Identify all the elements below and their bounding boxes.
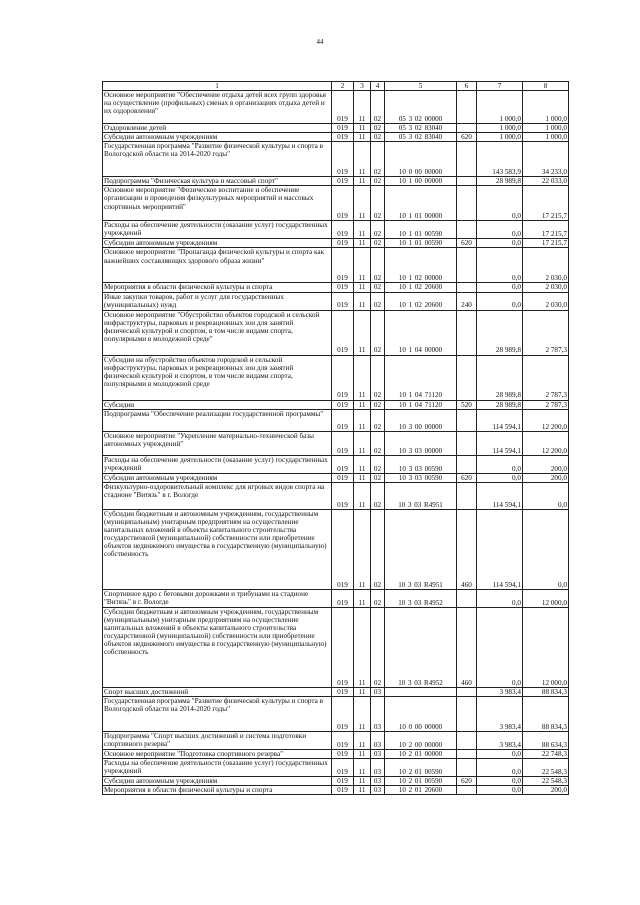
row-target-code: 10 3 03 R4951: [385, 509, 457, 589]
row-amount-1: 1 000,0: [477, 124, 523, 133]
row-admin-code: 019: [332, 221, 354, 239]
row-section-code: 11: [354, 731, 371, 749]
row-target-code: 10 2 01 00000: [385, 749, 457, 758]
row-amount-1: 0,0: [477, 758, 523, 776]
header-cell: 1: [103, 82, 332, 91]
row-name: Основное мероприятие "Укрепление материально-технической базы автономных учреждений": [103, 431, 332, 455]
row-amount-2: 200,0: [523, 473, 569, 482]
row-amount-2: 88 834,3: [523, 687, 569, 696]
row-target-code: 10 2 00 00000: [385, 731, 457, 749]
row-admin-code: 019: [332, 758, 354, 776]
row-amount-1: 114 594,1: [477, 509, 523, 589]
row-target-code: 10 0 00 00000: [385, 696, 457, 731]
row-admin-code: 019: [332, 509, 354, 589]
row-admin-code: 019: [332, 124, 354, 133]
row-subsection-code: 03: [371, 749, 385, 758]
row-admin-code: 019: [332, 589, 354, 607]
row-section-code: 11: [354, 786, 371, 795]
row-amount-1: 114 594,1: [477, 409, 523, 431]
row-expense-type: [457, 482, 477, 509]
row-subsection-code: 03: [371, 786, 385, 795]
row-amount-1: 3 983,4: [477, 696, 523, 731]
row-admin-code: 019: [332, 142, 354, 177]
header-cell: 3: [354, 82, 371, 91]
row-target-code: 10 1 04 00000: [385, 310, 457, 355]
row-name: Спорт высших достижений: [103, 687, 332, 696]
row-amount-2: 88 834,3: [523, 696, 569, 731]
table-row: [103, 473, 569, 482]
row-admin-code: 019: [332, 133, 354, 142]
row-expense-type: [457, 786, 477, 795]
row-subsection-code: 02: [371, 400, 385, 409]
row-amount-2: 17 215,7: [523, 239, 569, 248]
row-target-code: 10 3 03 R4952: [385, 607, 457, 687]
row-expense-type: [457, 186, 477, 221]
row-name: Подпрограмма "Физическая культура и массовый спорт": [103, 177, 332, 186]
row-subsection-code: 02: [371, 473, 385, 482]
row-amount-1: 28 989,8: [477, 177, 523, 186]
row-section-code: 11: [354, 239, 371, 248]
row-section-code: 11: [354, 221, 371, 239]
budget-table: [102, 81, 569, 795]
row-amount-2: 1 000,0: [523, 91, 569, 124]
row-expense-type: [457, 731, 477, 749]
row-expense-type: [457, 749, 477, 758]
table-row: [103, 310, 569, 355]
row-admin-code: 019: [332, 310, 354, 355]
row-target-code: [385, 687, 457, 696]
row-amount-2: 12 200,0: [523, 409, 569, 431]
row-target-code: 10 2 01 20600: [385, 786, 457, 795]
row-amount-1: 1 000,0: [477, 133, 523, 142]
row-name: Иные закупки товаров, работ и услуг для государственных (муниципальных) нужд: [103, 292, 332, 310]
row-subsection-code: 02: [371, 186, 385, 221]
row-amount-1: 28 989,8: [477, 400, 523, 409]
row-admin-code: 019: [332, 283, 354, 292]
row-admin-code: 019: [332, 607, 354, 687]
row-subsection-code: 03: [371, 776, 385, 785]
row-amount-2: 22 033,0: [523, 177, 569, 186]
table-row: [103, 239, 569, 248]
page-number: 44: [316, 38, 324, 46]
row-name: Субсидии бюджетным и автономным учреждениям, государственным (муниципальным) унитарным предприятиям на осуществление капитальных вложений в объекты капитального строительства государственной (муниципальной) собственности или приобретение объектов недвижимого имущества в государственную (муниципальную) собственность: [103, 607, 332, 687]
row-admin-code: 019: [332, 473, 354, 482]
row-amount-2: 2 030,0: [523, 283, 569, 292]
row-section-code: 11: [354, 283, 371, 292]
row-admin-code: 019: [332, 731, 354, 749]
row-amount-2: 17 215,7: [523, 221, 569, 239]
row-subsection-code: 03: [371, 731, 385, 749]
row-subsection-code: 02: [371, 239, 385, 248]
row-section-code: 11: [354, 310, 371, 355]
row-name: Спортивное ядро с беговыми дорожками и трибунами на стадионе "Витязь" в г. Вологде: [103, 589, 332, 607]
row-amount-2: 200,0: [523, 786, 569, 795]
row-name: Субсидии бюджетным и автономным учреждениям, государственным (муниципальным) унитарным предприятиям на осуществление капитальных вложений в объекты капитального строительства государственной (муниципальной) собственности или приобретение объектов недвижимого имущества в государственную (муниципальную) собственность: [103, 509, 332, 589]
row-name: Подпрограмма "Обеспечение реализации государственной программы": [103, 409, 332, 431]
row-section-code: 11: [354, 589, 371, 607]
row-amount-1: 1 000,0: [477, 91, 523, 124]
row-target-code: 10 3 00 00000: [385, 409, 457, 431]
row-expense-type: [457, 455, 477, 473]
row-amount-2: 88 634,3: [523, 731, 569, 749]
row-amount-1: 114 594,1: [477, 482, 523, 509]
table-row: [103, 758, 569, 776]
row-expense-type: [457, 310, 477, 355]
row-admin-code: 019: [332, 776, 354, 785]
row-name: Основное мероприятие "Пропаганда физической культуры и спорта как важнейших составляющих здорового образа жизни": [103, 248, 332, 283]
row-section-code: 11: [354, 355, 371, 400]
row-subsection-code: 02: [371, 91, 385, 124]
row-subsection-code: 02: [371, 221, 385, 239]
row-expense-type: 620: [457, 133, 477, 142]
row-amount-1: 0,0: [477, 589, 523, 607]
table-row: [103, 409, 569, 431]
row-amount-2: 2 787,3: [523, 355, 569, 400]
row-amount-1: 0,0: [477, 473, 523, 482]
row-amount-2: 17 215,7: [523, 186, 569, 221]
row-amount-1: 0,0: [477, 786, 523, 795]
table-row: [103, 431, 569, 455]
row-expense-type: [457, 177, 477, 186]
row-section-code: 11: [354, 687, 371, 696]
row-section-code: 11: [354, 186, 371, 221]
table-row: [103, 786, 569, 795]
row-name: Оздоровление детей: [103, 124, 332, 133]
row-subsection-code: 03: [371, 687, 385, 696]
row-target-code: 05 3 02 00000: [385, 91, 457, 124]
row-subsection-code: 03: [371, 696, 385, 731]
row-subsection-code: 02: [371, 509, 385, 589]
row-section-code: 11: [354, 292, 371, 310]
row-amount-2: 200,0: [523, 455, 569, 473]
table-row: [103, 124, 569, 133]
row-admin-code: 019: [332, 687, 354, 696]
table-row: [103, 776, 569, 785]
row-expense-type: [457, 758, 477, 776]
table-row: [103, 91, 569, 124]
row-expense-type: 240: [457, 292, 477, 310]
row-amount-1: 3 983,4: [477, 687, 523, 696]
row-subsection-code: 02: [371, 142, 385, 177]
row-amount-1: 0,0: [477, 455, 523, 473]
header-cell: 2: [332, 82, 354, 91]
row-amount-2: 0,0: [523, 509, 569, 589]
row-admin-code: 019: [332, 91, 354, 124]
row-section-code: 11: [354, 431, 371, 455]
row-subsection-code: 02: [371, 283, 385, 292]
table-row: [103, 687, 569, 696]
row-name: Основное мероприятие "Подготовка спортивного резерва": [103, 749, 332, 758]
row-name: Основное мероприятие "Обеспечение отдыха детей всех групп здоровья на осуществление (профильных) сменах в организациях отдыха детей и их оздоровления": [103, 91, 332, 124]
header-cell: 8: [523, 82, 569, 91]
row-amount-2: 2 787,3: [523, 400, 569, 409]
row-section-code: 11: [354, 758, 371, 776]
row-subsection-code: 02: [371, 589, 385, 607]
table-row: [103, 292, 569, 310]
row-expense-type: [457, 91, 477, 124]
row-amount-1: 0,0: [477, 607, 523, 687]
row-expense-type: [457, 142, 477, 177]
header-cell: 5: [385, 82, 457, 91]
row-expense-type: 620: [457, 473, 477, 482]
row-amount-1: 114 594,1: [477, 431, 523, 455]
row-target-code: 10 2 01 00590: [385, 776, 457, 785]
row-name: Государственная программа "Развитие физической культуры и спорта в Вологодской области на 2014-2020 годы": [103, 696, 332, 731]
table-row: [103, 142, 569, 177]
row-subsection-code: 02: [371, 310, 385, 355]
row-subsection-code: 02: [371, 431, 385, 455]
table-row: [103, 186, 569, 221]
row-section-code: 11: [354, 749, 371, 758]
row-amount-2: 22 548,3: [523, 776, 569, 785]
row-amount-2: 22 748,3: [523, 749, 569, 758]
row-admin-code: 019: [332, 355, 354, 400]
row-amount-1: 0,0: [477, 776, 523, 785]
row-name: Основное мероприятие "Обустройство объектов городской и сельской инфраструктуры, парковых и рекреационных зон для занятий физической культурой и спортом, в том числе видами спорта, популярными в молодежной среде": [103, 310, 332, 355]
row-amount-2: 22 548,3: [523, 758, 569, 776]
row-expense-type: 620: [457, 239, 477, 248]
row-target-code: 10 1 02 20600: [385, 283, 457, 292]
row-admin-code: 019: [332, 186, 354, 221]
row-amount-1: 0,0: [477, 248, 523, 283]
row-section-code: 11: [354, 124, 371, 133]
row-admin-code: 019: [332, 786, 354, 795]
row-admin-code: 019: [332, 292, 354, 310]
row-expense-type: [457, 687, 477, 696]
row-target-code: 10 3 03 R4952: [385, 589, 457, 607]
row-section-code: 11: [354, 91, 371, 124]
header-cell: 4: [371, 82, 385, 91]
row-target-code: 05 3 02 83040: [385, 124, 457, 133]
row-subsection-code: 02: [371, 133, 385, 142]
table-row: [103, 455, 569, 473]
row-section-code: 11: [354, 142, 371, 177]
row-name: Мероприятия в области физической культуры и спорта: [103, 283, 332, 292]
row-target-code: 10 3 03 00590: [385, 455, 457, 473]
table-row: [103, 731, 569, 749]
row-section-code: 11: [354, 696, 371, 731]
table-row: [103, 482, 569, 509]
row-admin-code: 019: [332, 696, 354, 731]
row-subsection-code: 02: [371, 409, 385, 431]
row-amount-2: 1 000,0: [523, 124, 569, 133]
row-amount-2: 2 787,3: [523, 310, 569, 355]
row-amount-1: 0,0: [477, 283, 523, 292]
table-row: [103, 589, 569, 607]
row-target-code: 10 3 03 R4951: [385, 482, 457, 509]
row-expense-type: [457, 124, 477, 133]
row-target-code: 10 1 02 20600: [385, 292, 457, 310]
row-name: Государственная программа "Развитие физической культуры и спорта в Вологодской области на 2014-2020 годы": [103, 142, 332, 177]
row-subsection-code: 03: [371, 758, 385, 776]
row-amount-2: 0,0: [523, 482, 569, 509]
row-name: Субсидии автономным учреждениям: [103, 239, 332, 248]
row-admin-code: 019: [332, 239, 354, 248]
row-amount-1: 143 583,9: [477, 142, 523, 177]
row-target-code: 10 3 03 00000: [385, 431, 457, 455]
row-admin-code: 019: [332, 482, 354, 509]
row-expense-type: 460: [457, 509, 477, 589]
row-amount-2: 12 200,0: [523, 431, 569, 455]
row-expense-type: [457, 409, 477, 431]
table-header-row: [103, 82, 569, 91]
table-row: [103, 355, 569, 400]
row-name: Субсидии автономным учреждениям: [103, 776, 332, 785]
row-admin-code: 019: [332, 409, 354, 431]
row-amount-1: 28 989,8: [477, 310, 523, 355]
row-subsection-code: 02: [371, 124, 385, 133]
row-admin-code: 019: [332, 400, 354, 409]
row-name: Расходы на обеспечение деятельности (оказание услуг) государственных учреждений: [103, 455, 332, 473]
table-row: [103, 400, 569, 409]
row-target-code: 10 1 00 00000: [385, 177, 457, 186]
row-expense-type: [457, 431, 477, 455]
row-section-code: 11: [354, 409, 371, 431]
row-expense-type: [457, 696, 477, 731]
row-section-code: 11: [354, 509, 371, 589]
row-subsection-code: 02: [371, 607, 385, 687]
row-target-code: 10 1 01 00590: [385, 239, 457, 248]
row-section-code: 11: [354, 482, 371, 509]
row-amount-2: 12 000,0: [523, 589, 569, 607]
row-amount-1: 0,0: [477, 292, 523, 310]
table-row: [103, 177, 569, 186]
table-row: [103, 696, 569, 731]
row-section-code: 11: [354, 607, 371, 687]
row-subsection-code: 02: [371, 455, 385, 473]
row-target-code: 10 1 02 00000: [385, 248, 457, 283]
row-amount-2: 34 233,0: [523, 142, 569, 177]
row-amount-2: 1 000,0: [523, 133, 569, 142]
row-amount-2: 2 030,0: [523, 292, 569, 310]
row-target-code: 10 1 04 71120: [385, 355, 457, 400]
row-name: Субсидии автономным учреждениям: [103, 133, 332, 142]
row-target-code: 10 2 01 00590: [385, 758, 457, 776]
row-expense-type: 460: [457, 607, 477, 687]
row-subsection-code: 02: [371, 355, 385, 400]
row-amount-2: 12 000,0: [523, 607, 569, 687]
row-section-code: 11: [354, 776, 371, 785]
table-row: [103, 283, 569, 292]
row-target-code: 10 1 01 00000: [385, 186, 457, 221]
table-row: [103, 221, 569, 239]
table-row: [103, 133, 569, 142]
row-expense-type: [457, 283, 477, 292]
row-name: Субсидии автономным учреждениям: [103, 473, 332, 482]
row-amount-1: 0,0: [477, 749, 523, 758]
row-name: Расходы на обеспечение деятельности (оказание услуг) государственных учреждений: [103, 221, 332, 239]
row-expense-type: 620: [457, 776, 477, 785]
row-subsection-code: 02: [371, 482, 385, 509]
row-expense-type: [457, 589, 477, 607]
row-admin-code: 019: [332, 749, 354, 758]
row-section-code: 11: [354, 248, 371, 283]
row-admin-code: 019: [332, 455, 354, 473]
row-subsection-code: 02: [371, 292, 385, 310]
row-admin-code: 019: [332, 431, 354, 455]
row-section-code: 11: [354, 177, 371, 186]
row-subsection-code: 02: [371, 248, 385, 283]
row-name: Подпрограмма "Спорт высших достижений и система подготовки спортивного резерва": [103, 731, 332, 749]
row-amount-1: 3 983,4: [477, 731, 523, 749]
row-amount-1: 0,0: [477, 221, 523, 239]
row-subsection-code: 02: [371, 177, 385, 186]
row-amount-2: 2 030,0: [523, 248, 569, 283]
row-amount-1: 0,0: [477, 239, 523, 248]
row-section-code: 11: [354, 400, 371, 409]
table-row: [103, 607, 569, 687]
row-target-code: 10 1 01 00590: [385, 221, 457, 239]
row-amount-1: 28 989,8: [477, 355, 523, 400]
row-name: Субсидии: [103, 400, 332, 409]
row-name: Физкультурно-оздоровительный комплекс для игровых видов спорта на стадионе "Витязь" в г. Вологде: [103, 482, 332, 509]
row-name: Мероприятия в области физической культуры и спорта: [103, 786, 332, 795]
row-target-code: 10 1 04 71120: [385, 400, 457, 409]
row-admin-code: 019: [332, 177, 354, 186]
row-target-code: 05 3 02 83040: [385, 133, 457, 142]
row-target-code: 10 0 00 00000: [385, 142, 457, 177]
row-name: Расходы на обеспечение деятельности (оказание услуг) государственных учреждений: [103, 758, 332, 776]
table-row: [103, 749, 569, 758]
table-row: [103, 509, 569, 589]
row-expense-type: [457, 248, 477, 283]
row-expense-type: [457, 221, 477, 239]
row-amount-1: 0,0: [477, 186, 523, 221]
row-admin-code: 019: [332, 248, 354, 283]
row-target-code: 10 3 03 00590: [385, 473, 457, 482]
header-cell: 6: [457, 82, 477, 91]
row-name: Субсидии на обустройство объектов городской и сельской инфраструктуры, парковых и рекреационных зон для занятий физической культурой и спортом, в том числе видами спорта, популярными в молодежной среде: [103, 355, 332, 400]
header-cell: 7: [477, 82, 523, 91]
row-section-code: 11: [354, 455, 371, 473]
row-section-code: 11: [354, 473, 371, 482]
table-row: [103, 248, 569, 283]
row-expense-type: [457, 355, 477, 400]
row-name: Основное мероприятие "Физическое воспитание и обеспечение организации и проведения физкультурных мероприятий и массовых спортивных мероприятий": [103, 186, 332, 221]
row-section-code: 11: [354, 133, 371, 142]
row-expense-type: 520: [457, 400, 477, 409]
